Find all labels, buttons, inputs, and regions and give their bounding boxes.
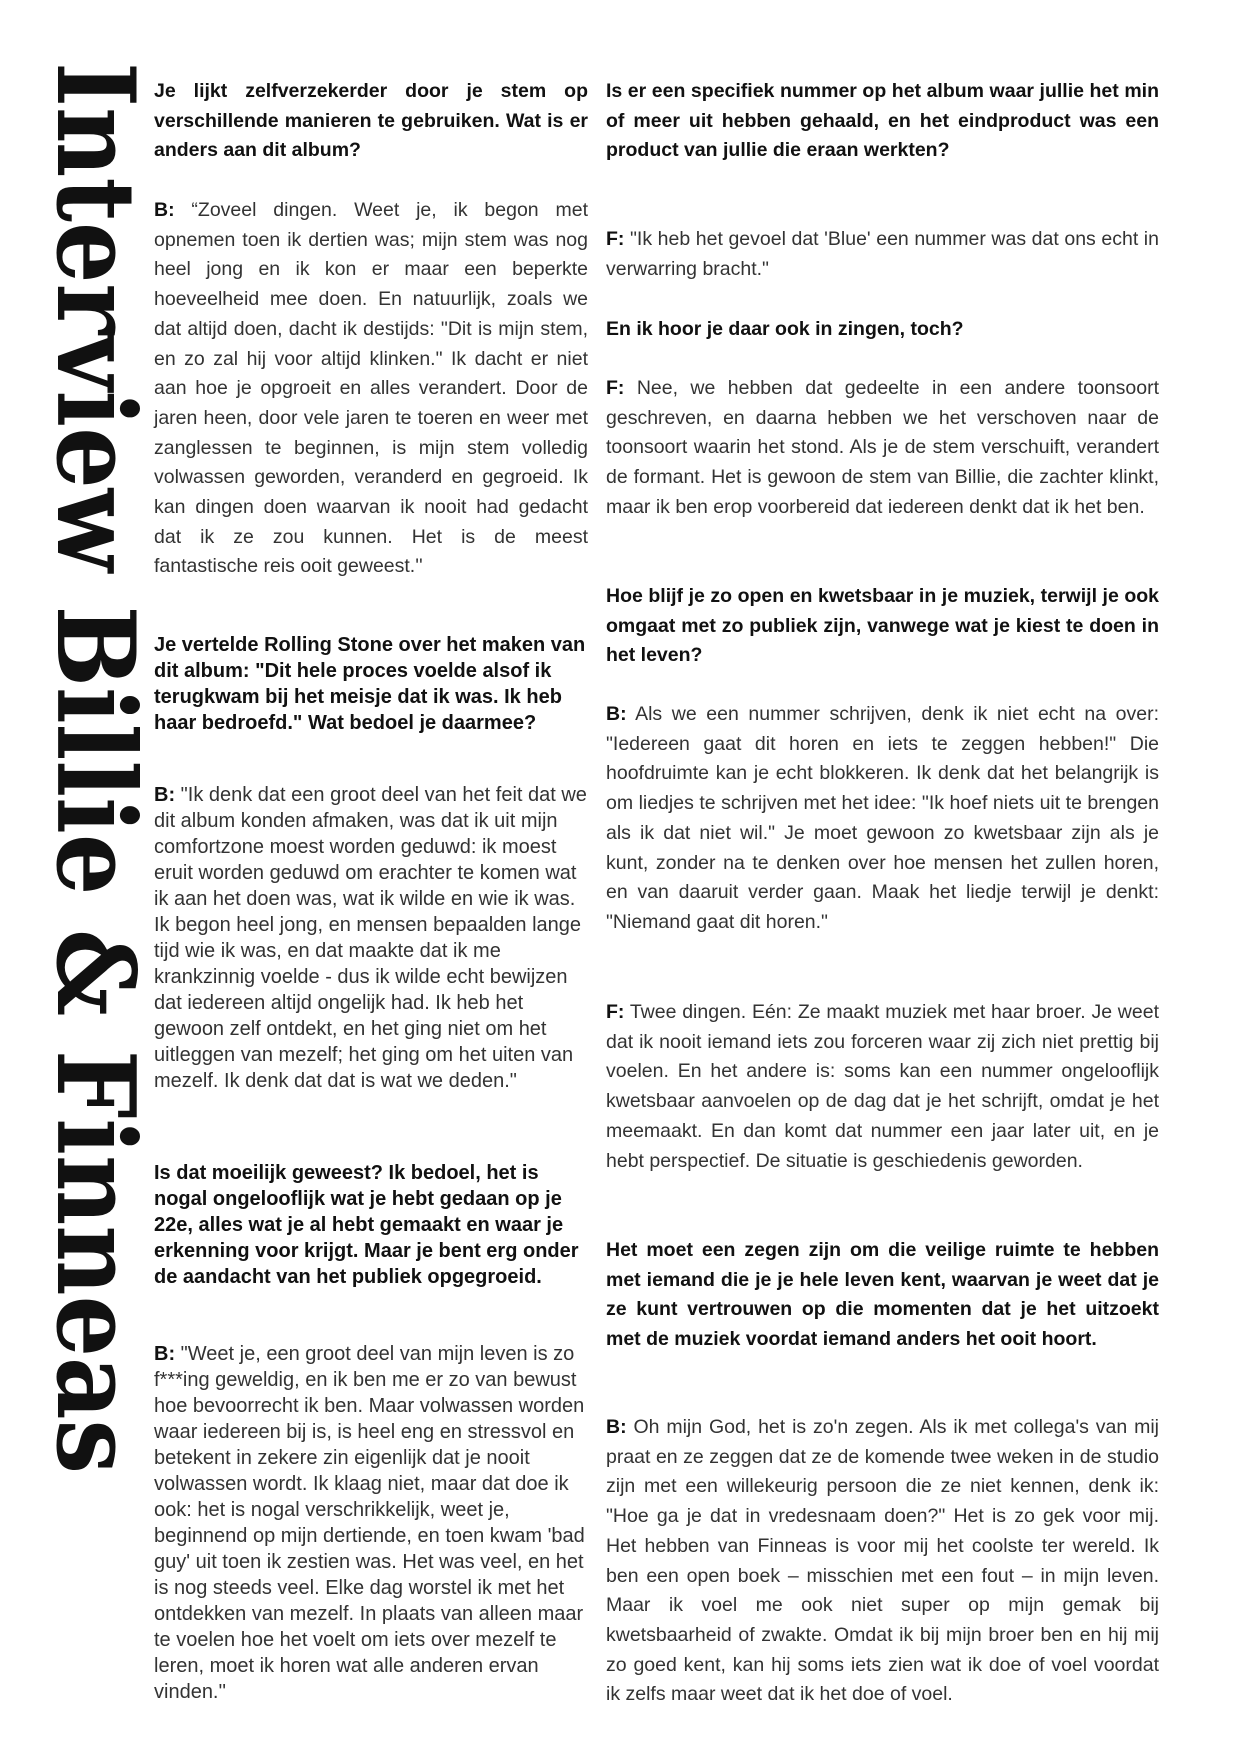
interview-answer (606, 700, 1159, 938)
interview-answer (154, 1341, 588, 1705)
speaker-label: B: (154, 784, 176, 806)
interview-question: Hoe blijf je zo open en kwetsbaar in je muziek, terwijl je ook omgaat met zo publiek zijn, vanwege wat je kiest te doen in het leven? (606, 585, 1159, 667)
answer-text: Oh mijn God, het is zo'n zegen. Als ik met collega's van mij praat en ze zeggen dat ze de komende twee weken in de studio zijn met een willekeurig persoon die ze niet kennen, denk ik: "Hoe ga je dat in vredesnaam doen?" Het is zo gek voor mij. Het hebben van Finneas is voor mij het coolste ter wereld. Ik ben een open boek – misschien met een fout – in mijn leven. Maar ik voel me ook niet super op mijn gemak bij kwetsbaarheid of zwakte. Omdat ik bij mijn broer ben en hij mij zo goed kent, kan hij soms iets zien wat ik doe of voel voordat ik zelfs maar weet dat ik het doe of voel. (606, 1416, 1160, 1706)
interview-question: Is dat moeilijk geweest? Ik bedoel, het is nogal ongelooflijk wat je hebt gedaan op je 22e, alles wat je al hebt gemaakt en waar je erkenning voor krijgt. Maar je bent erg onder de aandacht van het publiek opgegroeid. (154, 1162, 579, 1288)
interview-answer (606, 374, 1159, 523)
answer-text: Nee, we hebben dat gedeelte in een andere toonsoort geschreven, en daarna hebben we het verschoven naar de toonsoort waarin het stond. Als je de stem verschuift, verandert de formant. Het is gewoon de stem van Billie, die zachter klinkt, maar ik ben erop voorbereid dat iedereen denkt dat ik het ben. (606, 377, 1159, 518)
interview-answer (154, 782, 588, 1094)
interview-answer (606, 1413, 1159, 1710)
answer-text: "Ik denk dat een groot deel van het feit dat we dit album konden afmaken, was dat ik uit mijn comfortzone moest worden geduwd: ik moest eruit worden geduwd om erachter te komen wat ik aan het doen was, wat ik wilde en wie ik was. Ik begon heel jong, en mensen bepaalden lange tijd wie ik was, en dat maakte dat ik me krankzinnig voelde - dus ik wilde echt bewijzen dat iedereen altijd ongelijk had. Ik heb het gewoon zelf ontdekt, en het ging niet om het uitleggen van mezelf; het ging om het uiten van mezelf. Ik denk dat dat is wat we deden." (154, 784, 587, 1092)
speaker-label: B: (154, 199, 175, 221)
interview-answer (606, 225, 1159, 284)
answer-text: "Weet je, een groot deel van mijn leven is zo f***ing geweldig, en ik ben me er zo van bewust hoe bevoorrecht ik ben. Maar volwassen worden waar iedereen bij is, is heel eng en stressvol en betekent in zekere zin eigenlijk dat je nooit volwassen wordt. Ik klaag niet, maar dat doe ik ook: het is nogal verschrikkelijk, weet je, beginnend op mijn dertiende, en toen kwam 'bad guy' uit toen ik zestien was. Het was veel, en het is nog steeds veel. Elke dag worstel ik met het ontdekken van mezelf. In plaats van alleen maar te voelen hoe het voelt om iets over mezelf te leren, moet ik horen wat alle anderen ervan vinden.'' (154, 1343, 585, 1703)
answer-text: Als we een nummer schrijven, denk ik niet echt na over: "Iedereen gaat dit horen en iets te zeggen hebben!" Die hoofdruimte kan je echt blokkeren. Ik denk dat het belangrijk is om liedjes te schrijven met het idee: "Ik hoef niets uit te brengen als ik dat niet wil." Je moet gewoon zo kwetsbaar zijn als je kunt, zonder na te denken over hoe mensen het zullen horen, en van daaruit verder gaan. Maak het liedje terwijl je denkt: "Niemand gaat dit horen." (606, 703, 1160, 933)
answer-text: “Zoveel dingen. Weet je, ik begon met opnemen toen ik dertien was; mijn stem was nog heel jong en ik kon er maar een beperkte hoeveelheid mee doen. En natuurlijk, zoals we dat altijd doen, dacht ik destijds: "Dit is mijn stem, en zo zal hij voor altijd klinken." Ik dacht er niet aan hoe je opgroeit en alles verandert. Door de jaren heen, door vele jaren te toeren en weer met zanglessen te beginnen, is mijn stem volledig volwassen geworden, veranderd en gegroeid. Ik kan dingen doen waarvan ik nooit had gedacht dat ik ze zou kunnen. Het is de meest fantastische reis ooit geweest.'' (154, 199, 588, 578)
speaker-label: F: (606, 228, 625, 250)
page-title: Interview Billie & Finneas (32, 62, 158, 1474)
speaker-label: F: (606, 377, 625, 399)
interview-question: Je vertelde Rolling Stone over het maken van dit album: "Dit hele proces voelde alsof ik terugkwam bij het meisje dat ik was. Ik heb haar bedroefd." Wat bedoel je daarmee? (154, 634, 586, 734)
speaker-label: B: (154, 1343, 176, 1365)
interview-answer (154, 196, 588, 582)
speaker-label: F: (606, 1001, 625, 1023)
interview-question: En ik hoor je daar ook in zingen, toch? (606, 318, 964, 340)
interview-question: Het moet een zegen zijn om die veilige ruimte te hebben met iemand die je je hele leven kent, waarvan je weet dat je ze kunt vertrouwen op die momenten dat je het uitzoekt met de muziek voordat iemand anders het ooit hoort. (606, 1239, 1159, 1351)
speaker-label: B: (606, 703, 627, 725)
interview-answer (606, 998, 1159, 1176)
interview-question: Is er een specifiek nummer op het album waar jullie het min of meer uit hebben gehaald, en het eindproduct was een product van jullie die eraan werkten? (606, 80, 1159, 162)
speaker-label: B: (606, 1416, 627, 1438)
answer-text: "Ik heb het gevoel dat 'Blue' een nummer was dat ons echt in verwarring bracht." (606, 228, 1159, 280)
interview-question: Je lijkt zelfverzekerder door je stem op verschillende manieren te gebruiken. Wat is er anders aan dit album? (154, 80, 588, 162)
answer-text: Twee dingen. Eén: Ze maakt muziek met haar broer. Je weet dat ik nooit iemand iets zou forceren waar zij zich niet prettig bij voelen. En het andere is: soms kan een nummer ongelooflijk kwetsbaar aanvoelen op de dag dat je het schrijft, omdat je het meemaakt. En dan komt dat nummer een jaar later uit, en je hebt perspectief. De situatie is geschiedenis geworden. (606, 1001, 1159, 1172)
